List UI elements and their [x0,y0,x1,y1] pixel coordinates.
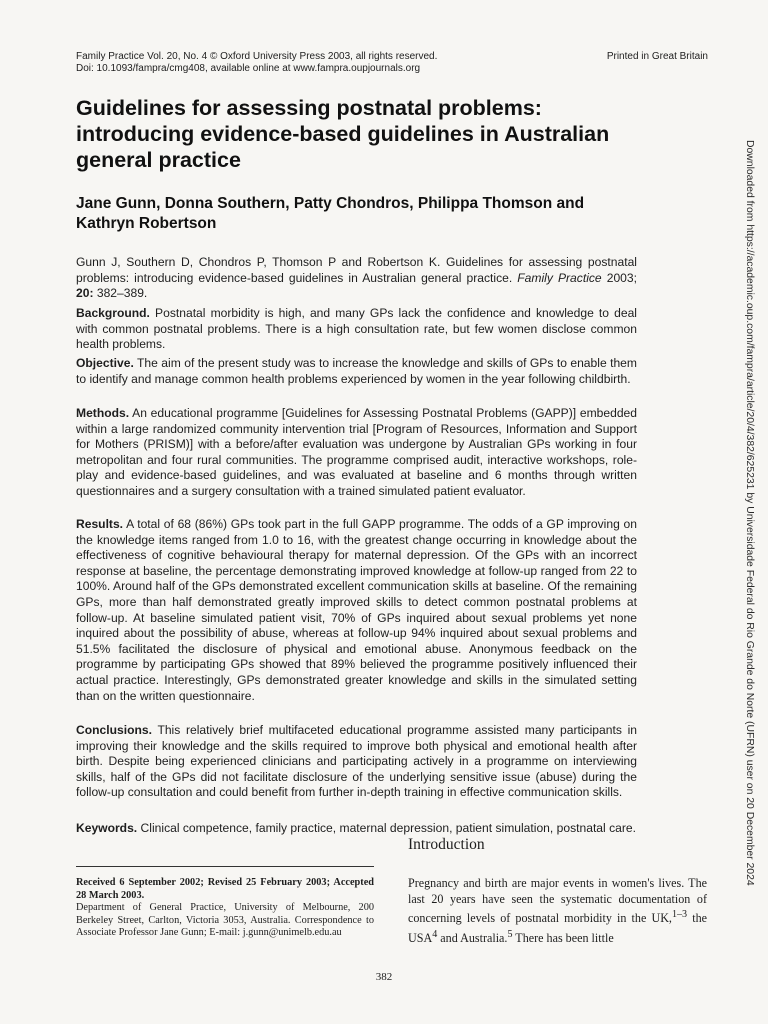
article-footnote [76,877,374,940]
conclusions-text: This relatively brief multifaceted educational programme assisted many participants in improving their knowledge and the skills required to improve both physical and emotional health after birth. Despite being experienced clinicians and participating actively in a programme on interviewing skills, half of the GPs did not facilitate disclosure of the underlying sensitive issue (abuse) during the follow-up consultation and could benefit from further in-depth training in effective communication skills. [76,723,637,800]
abstract-methods [76,406,637,500]
citation-journal: Family Practice [517,270,602,285]
background-label: Background. [76,306,150,320]
footnote-divider [76,866,374,867]
methods-text: An educational programme [Guidelines for Assessing Postnatal Problems (GAPP)] embedded within a large randomized community intervention trial [Program of Resources, Information and Support for Mothers (PRISM)] with a before/after evaluation was undergone by Australian GPs working in four metropolitan and four rural communities. The programme comprised audit, interactive workshops, role-play and evidence-based guidelines, and was evaluated at baseline and 6 months through written questionnaires and a surgery consultation with a trained simulated patient evaluator. [76,406,637,498]
background-text: Postnatal morbidity is high, and many GPs lack the confidence and knowledge to deal with common postnatal problems. There is a high consultation rate, but few women disclose common health problems. [76,306,637,352]
results-text: A total of 68 (86%) GPs took part in the full GAPP programme. The odds of a GP improving on the knowledge items ranged from 1.0 to 16, with the greatest change occurring in knowledge about the effectiveness of cognitive behavioural therapy for maternal depression. Of the GPs with an incorrect response at baseline, the percentage demonstrating improved knowledge at follow-up ranged from 22 to 100%. Around half of the GPs demonstrated excellent communication skills at baseline. Of the remaining GPs, more than half demonstrated greatly improved skills to detect common postnatal problems at follow-up. At baseline simulated patient visit, 70% of GPs inquired about sexual problems yet none inquired about the possibility of abuse, whereas at follow-up 94% inquired about sexual problems and 51.5% facilitated the disclosure of physical and emotional abuse. Anonymous feedback on the programme by participating GPs showed that 89% believed the programme positively influenced their actual practice. Interestingly, GPs demonstrated greater knowledge and skills in the simulated setting than on the written questionnaire. [76,517,637,703]
doi-line: Doi: 10.1093/fampra/cmg408, available online at www.fampra.oupjournals.org [76,63,421,74]
citation [76,255,637,302]
author-list: Jane Gunn, Donna Southern, Patty Chondros, Philippa Thomson and Kathryn Robertson [76,195,585,232]
abstract-background [76,306,637,353]
received-dates: Received 6 September 2002; Revised 25 February 2003; Accepted 28 March 2003. [76,877,374,901]
reference-2: 4 [432,928,438,940]
reference-1: 1–3 [671,909,688,921]
keywords-label: Keywords. [76,821,138,835]
methods-label: Methods. [76,406,130,420]
abstract-objective [76,356,637,387]
introduction-paragraph [408,876,707,946]
citation-text: Gunn J, Southern D, Chondros P, Thomson P and Robertson K. Guidelines for assessing postnatal problems: introducing evidence-based guidelines in Australian general practice. [76,255,637,285]
intro-text-4: There has been little [512,930,614,945]
conclusions-label: Conclusions. [76,723,152,737]
introduction-heading: Introduction [408,836,485,853]
intro-text-2: the USA [408,911,707,945]
objective-text: The aim of the present study was to increase the knowledge and skills of GPs to enable them to identify and manage common health problems experienced by women in the year following childbirth. [76,356,637,386]
download-watermark: Downloaded from https://academic.oup.com/fampra/article/20/4/382/625231 by Universidade Federal do Rio Grande do Norte (UFRN) user on 20 December 2024 [744,140,755,886]
intro-text-1: Pregnancy and birth are major events in women's lives. The last 20 years have seen the systematic documentation of concerning levels of postnatal morbidity in the UK, [408,876,707,926]
author-affiliation: Department of General Practice, University of Melbourne, 200 Berkeley Street, Carlton, Victoria 3053, Australia. Correspondence to Associate Professor Jane Gunn; E-mail: j.gunn@unimelb.edu.au [76,902,374,939]
article-title: Guidelines for assessing postnatal problems: introducing evidence-based guidelines in Australian general practice [76,96,610,172]
reference-3: 5 [507,928,513,940]
printed-in: Printed in Great Britain [606,51,708,62]
results-label: Results. [76,517,124,531]
keywords-text: Clinical competence, family practice, maternal depression, patient simulation, postnatal care. [140,821,636,835]
objective-label: Objective. [76,356,134,370]
abstract-results [76,517,637,704]
abstract-keywords [76,821,637,837]
abstract-conclusions [76,723,637,801]
citation-volume: 20: [76,286,94,301]
intro-text-3: and Australia. [437,930,508,945]
page-number: 382 [375,971,393,983]
citation-year: 2003; [601,270,637,285]
running-header [76,51,708,75]
journal-line: Family Practice Vol. 20, No. 4 © Oxford University Press 2003, all rights reserved. [76,51,438,62]
citation-pages: 382–389. [93,286,148,301]
